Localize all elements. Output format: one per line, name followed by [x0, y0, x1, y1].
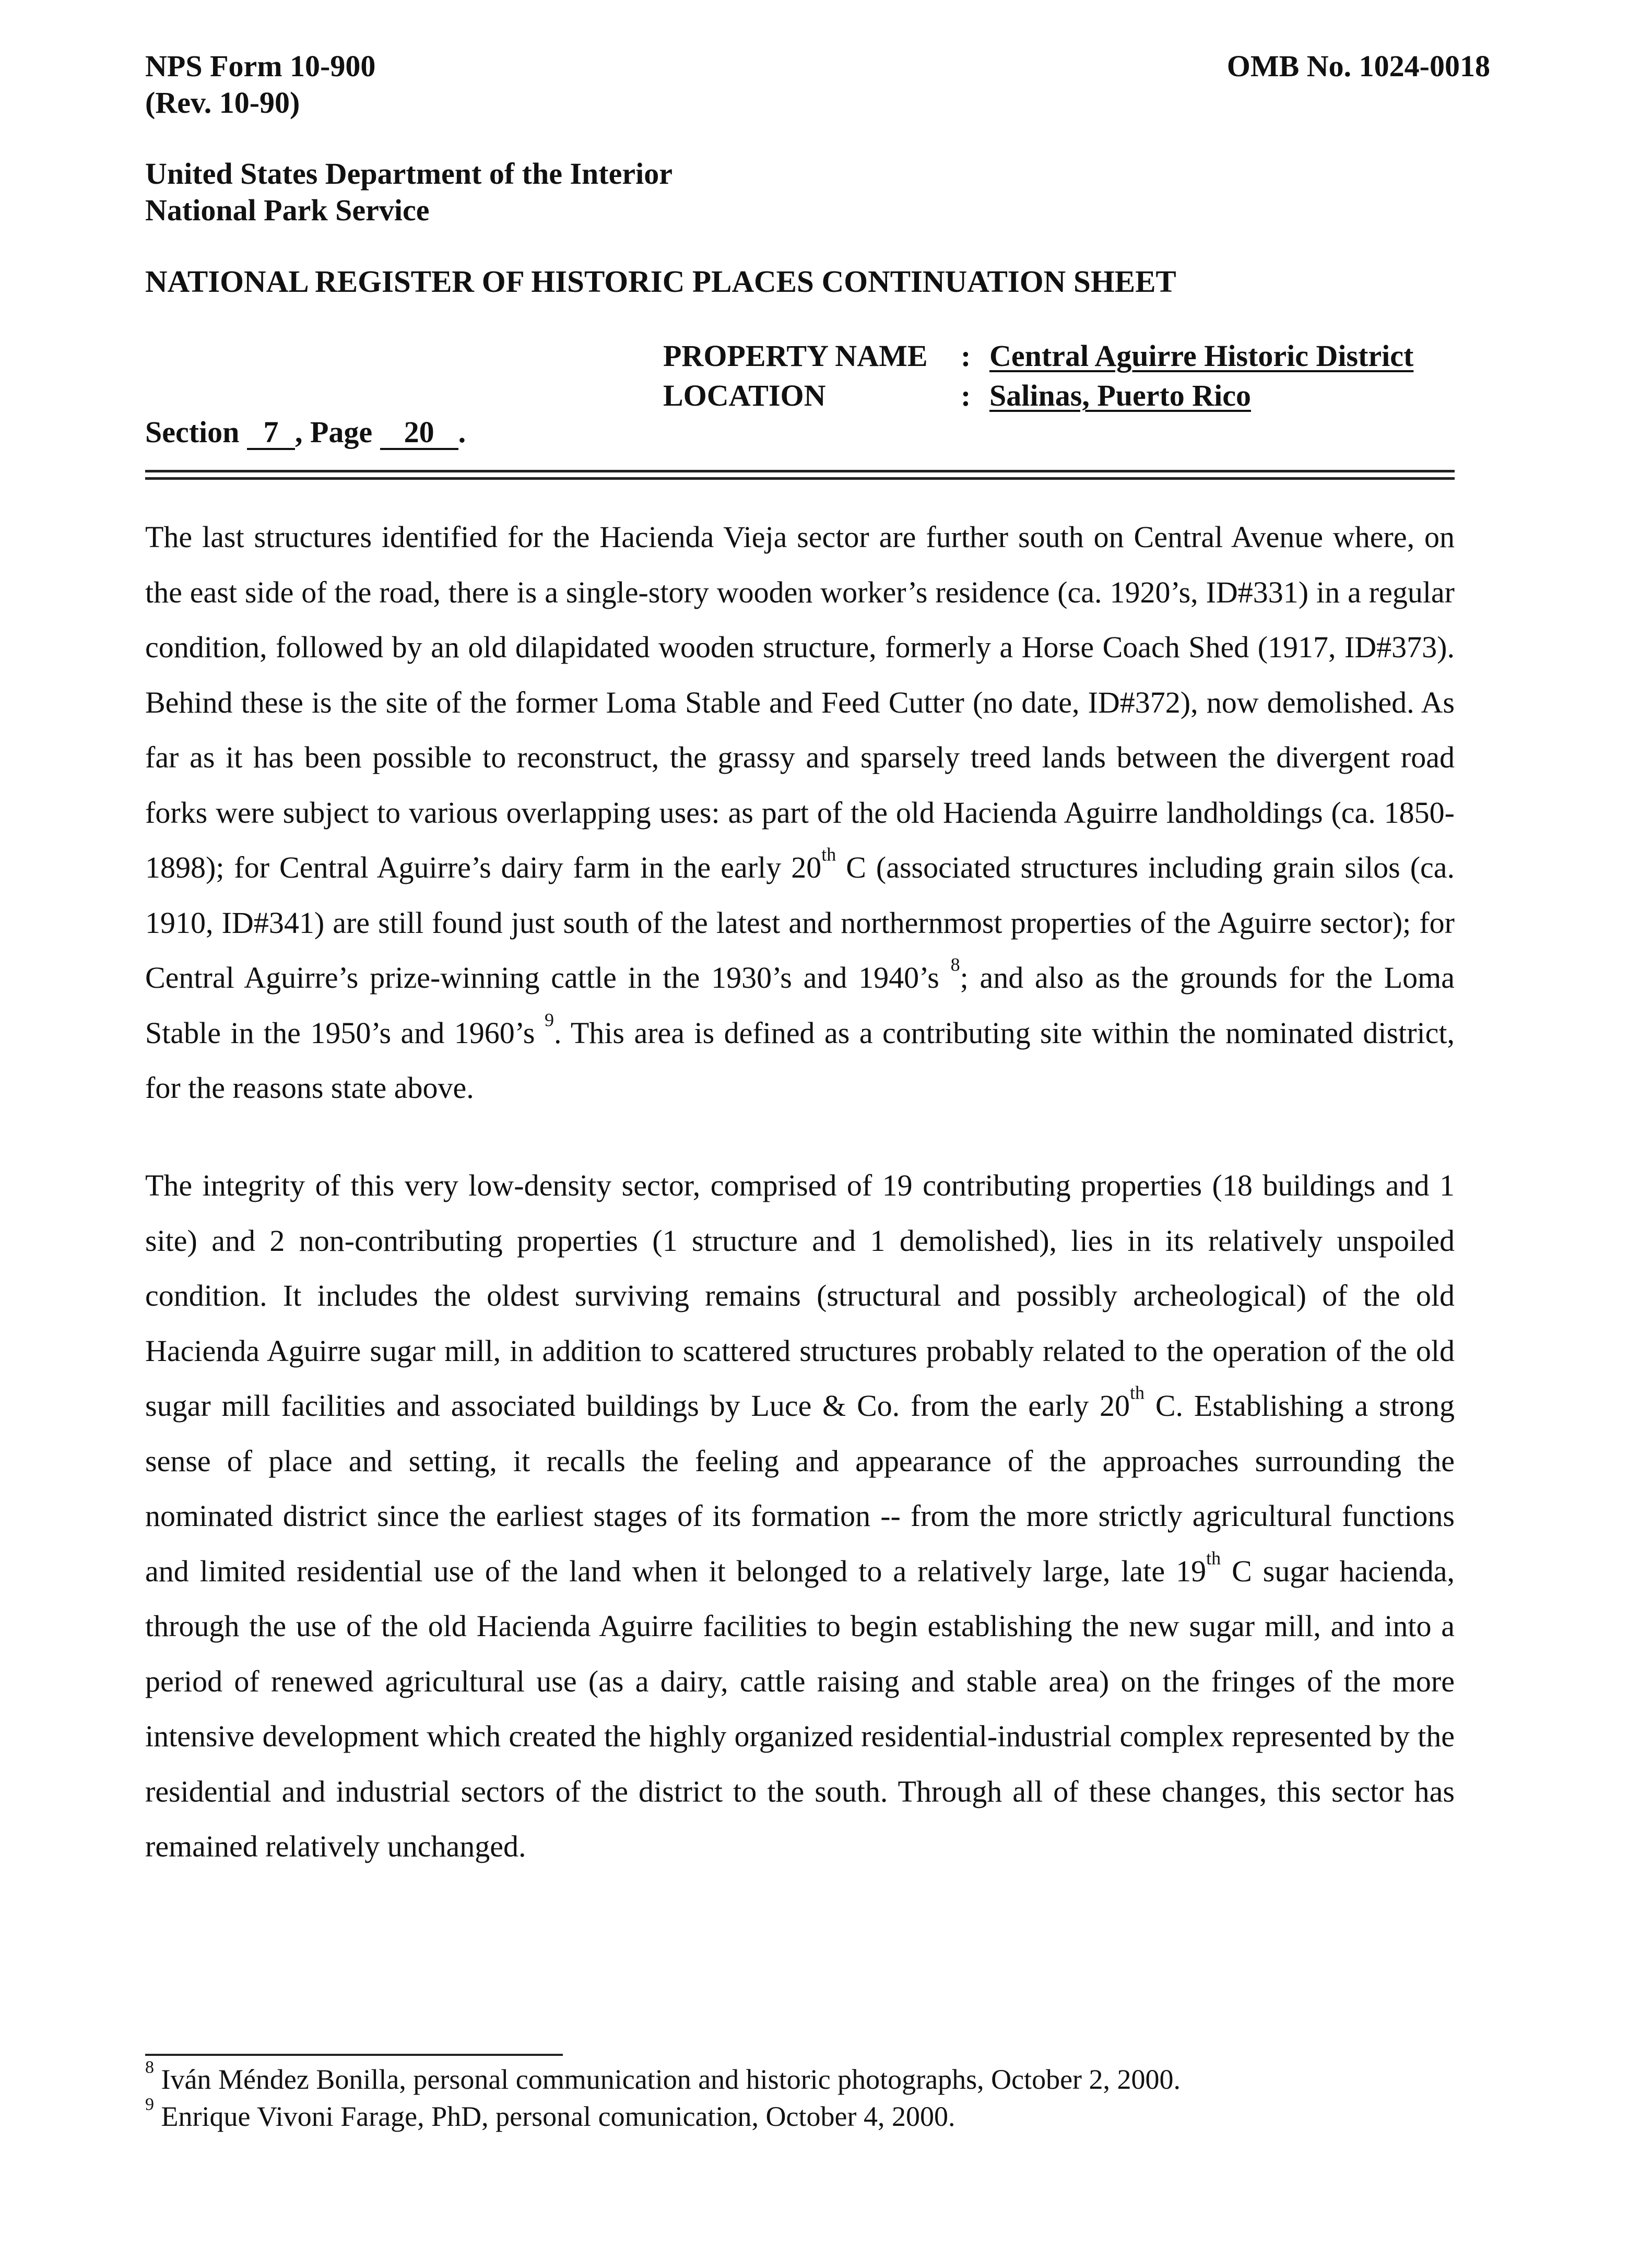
footnote-rule: [145, 2054, 563, 2056]
superscript: th: [1130, 1382, 1145, 1403]
section-number: 7: [247, 417, 295, 450]
property-info: [663, 336, 1413, 416]
terminator: .: [458, 415, 466, 449]
agency-name: National Park Service: [145, 193, 430, 227]
superscript: th: [821, 844, 836, 865]
form-revision: (Rev. 10-90): [145, 86, 300, 120]
paragraph-2: The integrity of this very low-density sector, comprised of 19 contributing properties (18 buildings and 1 site) and 2 non-contributing properties (1 structure and 1 demolished), lies in its relatively unspoiled condition. It includes the oldest surviving remains (structural and possibly archeological) of the old Hacienda Aguirre sugar mill, in addition to scattered structures probably related to the operation of the old sugar mill facilities and associated buildings by Luce & Co. from the early 20th C. Establishing a strong sense of place and setting, it recalls the feeling and appearance of the approaches surrounding the nominated district since the earliest stages of its formation -- from the more strictly agricultural functions and limited residential use of the land when it belonged to a relatively large, late 19th C sugar hacienda, through the use of the old Hacienda Aguirre facilities to begin establishing the new sugar mill, and into a period of renewed agricultural use (as a dairy, cattle raising and stable area) on the fringes of the more intensive development which created the highly organized residential-industrial complex represented by the residential and industrial sectors of the district to the south. Through all of these changes, this sector has remained relatively unchanged.: [145, 1168, 1455, 1863]
page-number: 20: [380, 417, 458, 450]
footnotes: [145, 2057, 1181, 2135]
location-value: Salinas, Puerto Rico: [989, 378, 1252, 412]
colon: :: [961, 339, 971, 373]
sheet-title: NATIONAL REGISTER OF HISTORIC PLACES CONTINUATION SHEET: [145, 264, 1176, 299]
footnote-ref-8: 8: [950, 954, 960, 975]
agency-block: [145, 156, 672, 229]
section-page-line: [145, 412, 466, 452]
location-label: LOCATION: [663, 378, 826, 412]
department-name: United States Department of the Interior: [145, 157, 672, 191]
property-name-row: [663, 336, 1413, 376]
form-number: NPS Form 10-900: [145, 49, 376, 83]
footnote-ref-9: 9: [544, 1009, 554, 1031]
separator: ,: [294, 415, 303, 449]
colon: :: [961, 378, 971, 412]
page-label: Page: [310, 415, 373, 449]
form-identifier: [145, 48, 375, 121]
paragraph-1: The last structures identified for the Hacienda Vieja sector are further south on Central Avenue where, on the east side of the road, there is a single-story wooden worker’s residence (ca. 1920’s, ID#331) in a regular condition, followed by an old dilapidated wooden structure, formerly a Horse Coach Shed (1917, ID#373). Behind these is the site of the former Loma Stable and Feed Cutter (no date, ID#372), now demolished. As far as it has been possible to reconstruct, the grassy and sparsely treed lands between the divergent road forks were subject to various overlapping uses: as part of the old Hacienda Aguirre landholdings (ca. 1850-1898); for Central Aguirre’s dairy farm in the early 20th C (associated structures including grain silos (ca. 1910, ID#341) are still found just south of the latest and northernmost properties of the Aguirre sector); for Central Aguirre’s prize-winning cattle in the 1930’s and 1940’s $^8$; and also as the grounds for the Loma Stable in the 1950’s and 1960’s $^9$. This area is defined as a contributing site within the nominated district, for the reasons state above.: [145, 520, 1455, 1105]
property-name-value: Central Aguirre Historic District: [989, 339, 1414, 373]
footnote-9: $^9$ Enrique Vivoni Farage, PhD, personal comunication, October 4, 2000.: [145, 2095, 955, 2132]
header-rule-top: [145, 470, 1455, 472]
location-row: [663, 376, 1413, 416]
section-label: Section: [145, 415, 240, 449]
property-name-label: PROPERTY NAME: [663, 339, 928, 373]
omb-number: OMB No. 1024-0018: [1226, 49, 1490, 83]
footnote-8: $^8$ Iván Méndez Bonilla, personal communication and historic photographs, October 2, 2000.: [145, 2057, 1181, 2095]
superscript: th: [1206, 1547, 1221, 1569]
header-rule-bottom: [145, 477, 1455, 480]
